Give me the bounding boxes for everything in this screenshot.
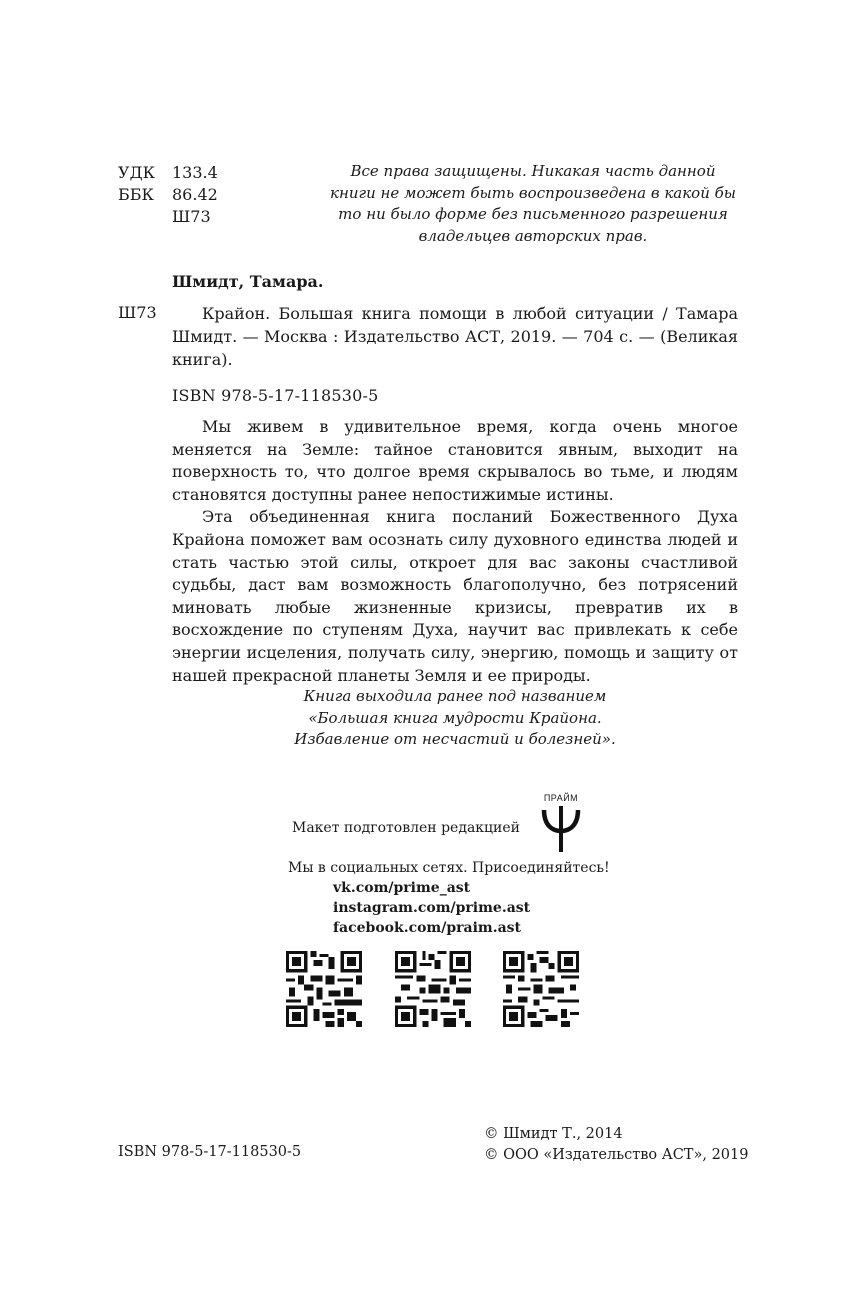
rights-line: владельцев авторских прав.: [418, 226, 648, 245]
bibliographic-code: Ш73: [118, 303, 157, 322]
author-sign: Ш73: [172, 207, 211, 226]
logo-text: ПРАЙМ: [543, 793, 579, 803]
copyright-author: © Шмидт Т., 2014: [484, 1126, 623, 1142]
classification-codes: [118, 162, 218, 228]
former-title-note: [270, 686, 640, 751]
qr-code-facebook[interactable]: [503, 951, 579, 1027]
link-facebook[interactable]: facebook.com/praim.ast: [333, 920, 522, 936]
qr-code-instagram[interactable]: [395, 951, 471, 1027]
footer-isbn: ISBN 978-5-17-118530-5: [118, 1144, 302, 1160]
praim-logo: [538, 793, 584, 853]
udk-label: УДК: [118, 163, 155, 182]
abstract-paragraph: Эта объединенная книга посланий Божественного Духа Крайона поможет вам осознать силу духовного единства людей и стать частью этой силы, откроет для вас законы счастливой судьбы, даст вам возможность благополучно, без потрясений миновать любые жизненные кризисы, превратив их в восхождение по ступеням Духа, научит вас привлекать к себе энергии исцеления, получать силу, энергию, помощь и защиту от нашей прекрасной планеты Земля и ее природы.: [172, 507, 738, 685]
copyright-block: [484, 1124, 748, 1166]
prepared-by: Макет подготовлен редакцией: [292, 820, 520, 836]
former-title-line: Избавление от несчастий и болезней».: [294, 730, 616, 748]
rights-line: Все права защищены. Никакая часть данной: [350, 162, 716, 180]
abstract-paragraph: Мы живем в удивительное время, когда очень многое меняется на Земле: тайное становится явным, выходит на поверхность то, что долгое время скрывалось во тьме, и людям становятся доступны ранее непостижимые истины.: [172, 417, 738, 504]
social-section: [288, 858, 610, 938]
former-title-line: Книга выходила ранее под названием: [303, 687, 607, 705]
link-instagram[interactable]: instagram.com/prime.ast: [333, 900, 531, 916]
rights-line: книги не может быть воспроизведена в какой бы: [329, 183, 737, 202]
bbk-label: ББК: [118, 185, 154, 204]
udk-value: 133.4: [172, 163, 218, 182]
former-title-line: «Большая книга мудрости Крайона.: [308, 708, 602, 727]
abstract: [172, 416, 738, 687]
isbn: ISBN 978-5-17-118530-5: [172, 386, 379, 405]
author-heading: Шмидт, Тамара.: [172, 272, 324, 291]
bbk-value: 86.42: [172, 185, 218, 204]
description-text: Крайон. Большая книга помощи в любой ситуации / Тамара Шмидт. — Москва : Издательство АСТ, 2019. — 704 с. — (Великая книга).: [172, 304, 738, 369]
copyright-publisher: © ООО «Издательство АСТ», 2019: [484, 1147, 749, 1163]
rights-notice: [318, 161, 748, 247]
rights-line: то ни было форме без письменного разрешения: [338, 205, 728, 223]
social-heading: Мы в социальных сетях. Присоединяйтесь!: [288, 860, 610, 876]
trident-icon: [538, 793, 584, 853]
link-vk[interactable]: vk.com/prime_ast: [333, 880, 471, 896]
bibliographic-description: [172, 302, 738, 371]
qr-code-vk[interactable]: [286, 951, 362, 1027]
